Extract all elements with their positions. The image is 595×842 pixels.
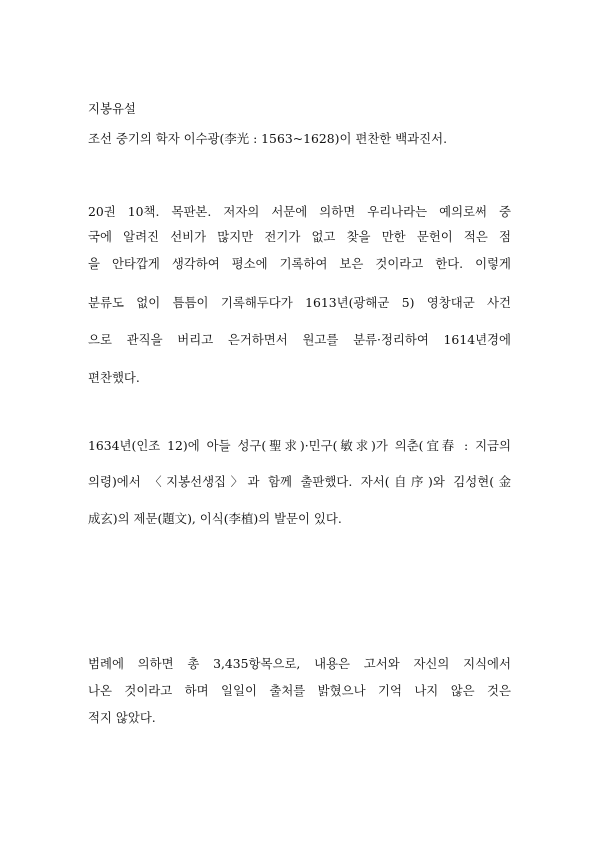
document-subtitle: 조선 중기의 학자 이수광(李光 : 1563~1628)이 편찬한 백과진서. — [88, 131, 448, 146]
paragraph-line: 적지 않았다. — [88, 710, 156, 725]
paragraph-line: 범례에 의하면 총 3,435항목으로, 내용은 고서와 자신의 지식에서 — [88, 656, 511, 671]
paragraph-line: 20권 10책. 목판본. 저자의 서문에 의하면 우리나라는 예의로써 중 — [88, 204, 511, 219]
paragraph-line: 으로 관직을 버리고 은거하면서 원고를 분류·정리하여 1614년경에 — [88, 332, 511, 347]
paragraph-line: 成玄)의 제문(題文), 이식(李植)의 발문이 있다. — [88, 511, 342, 526]
paragraph-line: 나온 것이라고 하며 일일이 출처를 밝혔으나 기억 나지 않은 것은 — [88, 683, 511, 698]
document-title: 지봉유설 — [88, 101, 136, 116]
paragraph-line: 국에 알려진 선비가 많지만 전기가 없고 찾을 만한 문헌이 적은 점 — [88, 229, 511, 244]
paragraph-line: 분류도 없이 틈틈이 기록해두다가 1613년(광해군 5) 영창대군 사건 — [88, 295, 511, 310]
paragraph-line: 편찬했다. — [88, 370, 140, 385]
paragraph-line: 1634년(인조 12)에 아들 성구(聖求)·민구(敏求)가 의춘(宜春 : 지금의 — [88, 438, 511, 453]
paragraph-line: 의령)에서 〈지봉선생집〉과 함께 출판했다. 자서(自序)와 김성현(金 — [88, 474, 511, 489]
paragraph-line: 을 안타깝게 생각하여 평소에 기록하여 보은 것이라고 한다. 이렇게 — [88, 256, 511, 271]
